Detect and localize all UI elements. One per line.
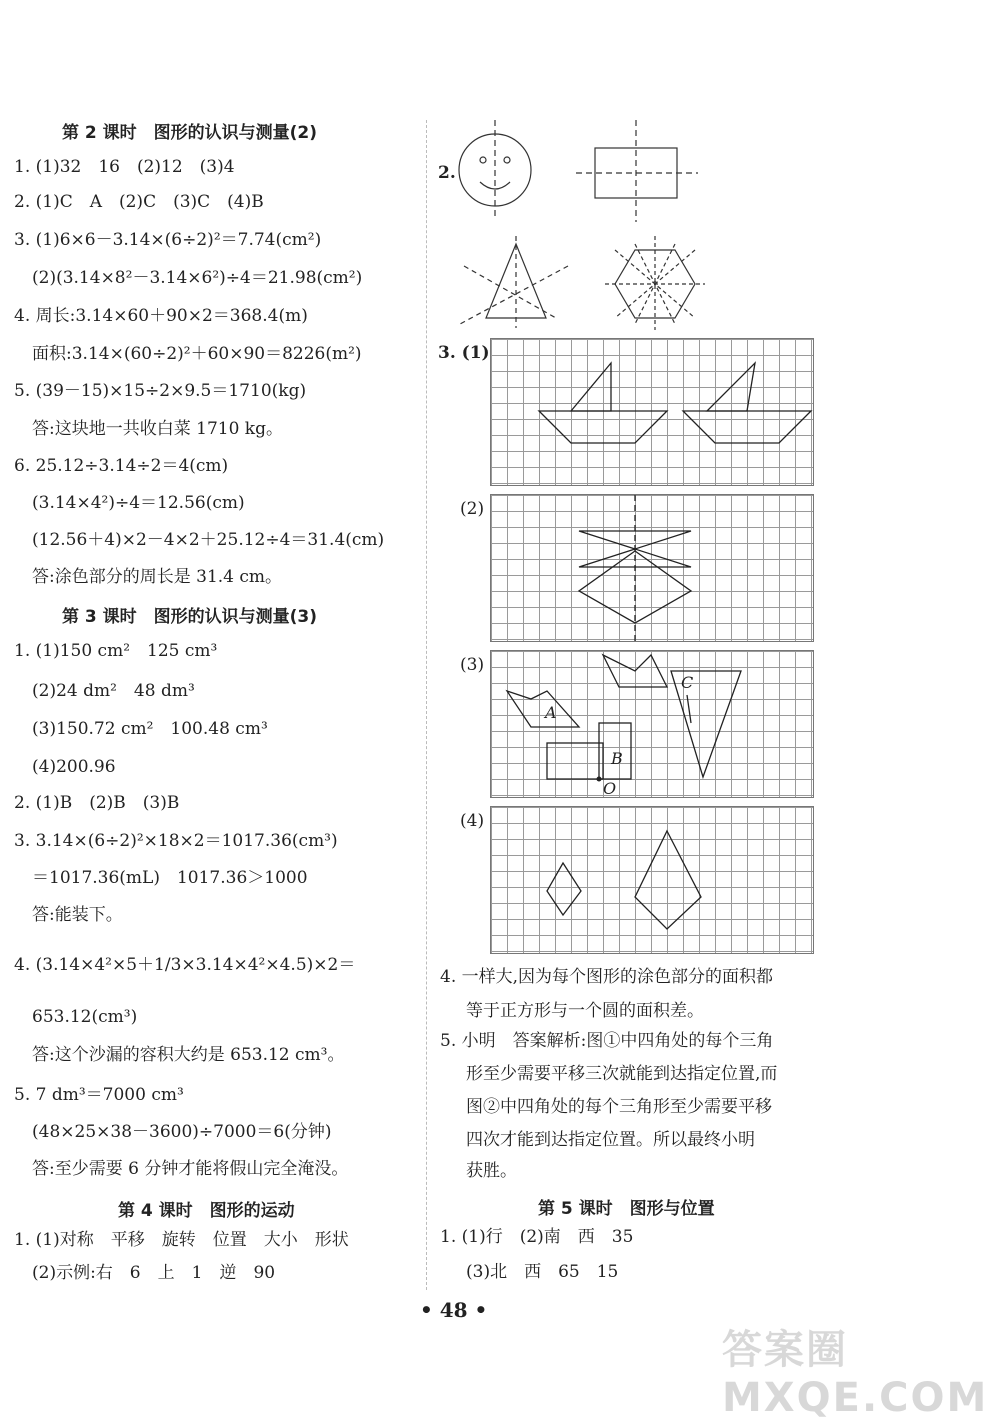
- answer-line: (2)24 dm² 48 dm³: [32, 681, 195, 701]
- question-number: 3. (1): [438, 343, 490, 363]
- watermark: 答案圈 MXQE.COM: [722, 1327, 988, 1421]
- answer-line: (3.14×4²)÷4＝12.56(cm): [32, 493, 245, 513]
- answer-line: (4)200.96: [32, 757, 116, 777]
- answer-line: 3. (1)6×6－3.14×(6÷2)²＝7.74(cm²): [14, 230, 322, 250]
- answer-line: 4. 周长:3.14×60＋90×2＝368.4(m): [14, 306, 308, 326]
- answer-line: 答:涂色部分的周长是 31.4 cm。: [32, 567, 283, 587]
- grid-figure-2: [490, 494, 814, 642]
- question-number: (4): [460, 811, 485, 831]
- column-divider: [426, 120, 427, 1290]
- answer-line: (2)(3.14×8²－3.14×6²)÷4＝21.98(cm²): [32, 268, 363, 288]
- answer-line: 5. (39－15)×15÷2×9.5＝1710(kg): [14, 381, 307, 401]
- answer-line: 2. (1)C A (2)C (3)C (4)B: [14, 192, 264, 212]
- answer-line: (12.56＋4)×2－4×2＋25.12÷4＝31.4(cm): [32, 530, 385, 550]
- answer-line: (3)150.72 cm² 100.48 cm³: [32, 719, 268, 739]
- answer-line: (2)示例:右 6 上 1 逆 90: [32, 1263, 276, 1283]
- section-heading-5: 第 5 课时 图形与位置: [538, 1199, 715, 1219]
- answer-line: 面积:3.14×(60÷2)²＋60×90＝8226(m²): [32, 344, 362, 364]
- answer-line: 图②中四角处的每个三角形至少需要平移: [466, 1097, 772, 1117]
- grid-figure-1: [490, 338, 814, 486]
- answer-line: 等于正方形与一个圆的面积差。: [466, 1001, 704, 1021]
- answer-line: 1. (1)行 (2)南 西 35: [440, 1227, 634, 1247]
- answer-line: 5. 7 dm³＝7000 cm³: [14, 1085, 184, 1105]
- label-o: O: [603, 779, 617, 798]
- symmetry-figures: [450, 118, 710, 330]
- answer-line: 形至少需要平移三次就能到达指定位置,而: [466, 1064, 778, 1084]
- answer-line: 答:这个沙漏的容积大约是 653.12 cm³。: [32, 1045, 345, 1065]
- section-heading-2: 第 2 课时 图形的认识与测量(2): [62, 123, 318, 143]
- label-b: B: [611, 749, 623, 768]
- question-number: (2): [460, 499, 485, 519]
- answer-line: (3)北 西 65 15: [466, 1262, 619, 1282]
- page-number: • 48 •: [420, 1298, 488, 1322]
- label-a: A: [545, 703, 557, 722]
- answer-line: 1. (1)32 16 (2)12 (3)4: [14, 157, 235, 177]
- question-number: (3): [460, 655, 485, 675]
- answer-line: 5. 小明 答案解析:图①中四角处的每个三角: [440, 1031, 774, 1051]
- grid-figure-3: [490, 650, 814, 798]
- grid-figure-4: [490, 806, 814, 954]
- section-heading-4: 第 4 课时 图形的运动: [118, 1201, 295, 1221]
- answer-line: 653.12(cm³): [32, 1007, 138, 1027]
- answer-line: 获胜。: [466, 1161, 517, 1181]
- question-number: 2.: [438, 163, 456, 183]
- answer-line: 4. 一样大,因为每个图形的涂色部分的面积都: [440, 967, 774, 987]
- section-heading-3: 第 3 课时 图形的认识与测量(3): [62, 607, 318, 627]
- answer-line: 答:这块地一共收白菜 1710 kg。: [32, 419, 283, 439]
- label-c: C: [681, 673, 694, 692]
- answer-line: ＝1017.36(mL) 1017.36＞1000: [32, 868, 308, 888]
- answer-line: 四次才能到达指定位置。所以最终小明: [466, 1130, 755, 1150]
- answer-line: 4. (3.14×4²×5＋1/3×3.14×4²×4.5)×2＝: [14, 955, 356, 975]
- answer-line: 1. (1)150 cm² 125 cm³: [14, 641, 218, 661]
- answer-line: 6. 25.12÷3.14÷2＝4(cm): [14, 456, 229, 476]
- answer-line: 答:至少需要 6 分钟才能将假山完全淹没。: [32, 1159, 349, 1179]
- answer-line: 1. (1)对称 平移 旋转 位置 大小 形状: [14, 1230, 349, 1250]
- answer-line: 3. 3.14×(6÷2)²×18×2＝1017.36(cm³): [14, 831, 338, 851]
- answer-line: 答:能装下。: [32, 905, 123, 925]
- answer-line: 2. (1)B (2)B (3)B: [14, 793, 180, 813]
- answer-line: (48×25×38－3600)÷7000＝6(分钟): [32, 1122, 332, 1142]
